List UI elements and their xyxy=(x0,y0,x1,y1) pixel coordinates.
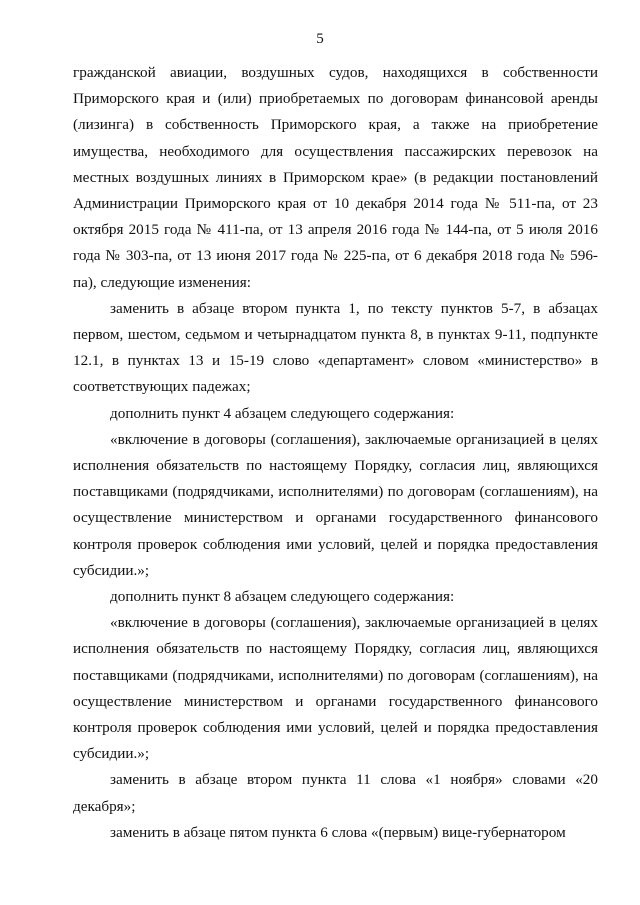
paragraph: дополнить пункт 8 абзацем следующего содержания: xyxy=(110,588,455,606)
paragraph: заменить в абзаце втором пункта 1, по тексту пунктов 5-7, в абзацах первом, шестом, седьмом и четырнадцатом пункта 8, в пунктах 9-11, подпункте 12.1, в пунктах 13 и 15-19 слово «департамент» словом «министерство» в соответствующих падежах; xyxy=(73,299,598,396)
paragraph: «включение в договоры (соглашения), заключаемые организацией в целях исполнения обязательств по настоящему Порядку, согласия лиц, являющихся поставщиками (подрядчиками, исполнителями) по договорам (соглашениям), на осуществление министерством и органами государственного финансового контроля проверок соблюдения ими условий, целей и порядка предоставления субсидии.»; xyxy=(73,430,598,579)
paragraph: заменить в абзаце втором пункта 11 слова «1 ноября» словами «20 декабря»; xyxy=(73,771,598,815)
paragraph: заменить в абзаце пятом пункта 6 слова «(первым) вице-губернатором xyxy=(110,823,566,841)
document-body xyxy=(73,60,598,846)
page-number: 5 xyxy=(316,31,324,47)
paragraph: дополнить пункт 4 абзацем следующего содержания: xyxy=(110,404,455,422)
paragraph: «включение в договоры (соглашения), заключаемые организацией в целях исполнения обязательств по настоящему Порядку, согласия лиц, являющихся поставщиками (подрядчиками, исполнителями) по договорам (соглашениям), на осуществление министерством и органами государственного финансового контроля проверок соблюдения ими условий, целей и порядка предоставления субсидии.»; xyxy=(73,614,598,763)
paragraph: гражданской авиации, воздушных судов, находящихся в собственности Приморского края и (или) приобретаемых по договорам финансовой аренды (лизинга) в собственность Приморского края, а также на приобретение имущества, необходимого для осуществления пассажирских перевозок на местных воздушных линиях в Приморском крае» (в редакции постановлений Администрации Приморского края от 10 декабря 2014 года № 511-па, от 23 октября 2015 года № 411-па, от 13 апреля 2016 года № 144-па, от 5 июля 2016 года № 303-па, от 13 июня 2017 года № 225-па, от 6 декабря 2018 года № 596-па), следующие изменения: xyxy=(73,64,598,291)
